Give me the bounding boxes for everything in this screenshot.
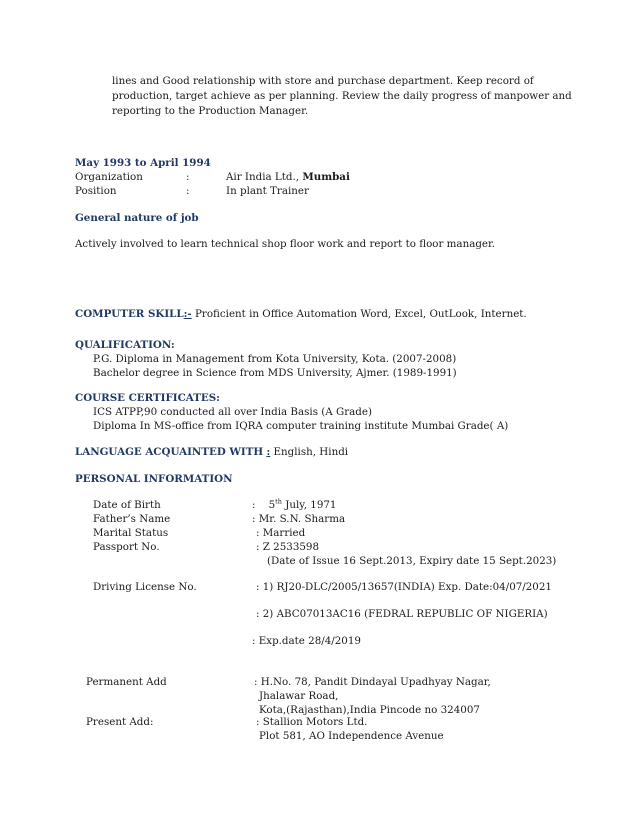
position-colon: : — [186, 185, 190, 197]
permanent-address-line: : H.No. 78, Pandit Dindayal Upadhyay Nagar, — [254, 676, 491, 688]
permanent-address-line: Kota,(Rajasthan),India Pincode no 324007 — [259, 704, 480, 716]
job-nature-heading: General nature of job — [75, 212, 199, 224]
course-item: Diploma In MS-office from IQRA computer training institute Mumbai Grade( A) — [93, 420, 509, 432]
father-label: Father’s Name — [93, 513, 171, 525]
dob-value: : 5th July, 1971 — [252, 497, 337, 511]
computer-skill — [75, 308, 527, 321]
intro-line: production, target achieve as per planning. Review the daily progress of manpower and — [112, 90, 572, 102]
language-text: English, Hindi — [270, 446, 349, 458]
org-city: Mumbai — [302, 171, 350, 183]
qualification-item: Bachelor degree in Science from MDS University, Ajmer. (1989-1991) — [93, 367, 457, 379]
computer-skill-sep: :- — [183, 308, 192, 320]
present-address-label: Present Add: — [86, 716, 154, 728]
computer-skill-text: Proficient in Office Automation Word, Excel, OutLook, Internet. — [191, 308, 527, 320]
course-item: ICS ATPP,90 conducted all over India Basis (A Grade) — [93, 406, 372, 418]
dl-label: Driving License No. — [93, 581, 197, 593]
computer-skill-heading: COMPUTER SKILL — [75, 308, 184, 320]
position-label: Position — [75, 185, 117, 197]
dl-value-1: : 1) RJ20-DLC/2005/13657(INDIA) Exp. Date:04/07/2021 — [256, 581, 552, 593]
org-value: Air India Ltd., Mumbai — [226, 171, 350, 183]
personal-heading: PERSONAL INFORMATION — [75, 473, 233, 485]
dl-exp-date: : Exp.date 28/4/2019 — [252, 635, 361, 647]
org-colon: : — [186, 171, 190, 183]
qualification-heading: QUALIFICATION: — [75, 339, 175, 351]
permanent-address-label: Permanent Add — [86, 676, 167, 688]
present-address-line: Plot 581, AO Independence Avenue — [259, 730, 444, 742]
language — [75, 446, 348, 459]
father-value: : Mr. S.N. Sharma — [252, 513, 346, 525]
intro-line: lines and Good relationship with store and purchase department. Keep record of — [112, 75, 534, 87]
passport-value: : Z 2533598 — [256, 541, 320, 553]
present-address-line: : Stallion Motors Ltd. — [256, 716, 368, 728]
intro-line: reporting to the Production Manager. — [112, 105, 309, 117]
position-value: In plant Trainer — [226, 185, 309, 197]
marital-value: : Married — [256, 527, 306, 539]
dob-label: Date of Birth — [93, 499, 161, 511]
language-sep: : — [266, 446, 271, 458]
passport-dates: (Date of Issue 16 Sept.2013, Expiry date 15 Sept.2023) — [267, 555, 557, 567]
language-heading: LANGUAGE ACQUAINTED WITH — [75, 446, 264, 458]
courses-heading: COURSE CERTIFICATES: — [75, 392, 220, 404]
passport-label: Passport No. — [93, 541, 160, 553]
org-label: Organization — [75, 171, 143, 183]
qualification-item: P.G. Diploma in Management from Kota University, Kota. (2007-2008) — [93, 353, 457, 365]
permanent-address-line: Jhalawar Road, — [259, 690, 339, 702]
dl-value-2: : 2) ABC07013AC16 (FEDRAL REPUBLIC OF NIGERIA) — [256, 608, 548, 620]
marital-label: Marital Status — [93, 527, 169, 539]
job-nature-text: Actively involved to learn technical shop floor work and report to floor manager. — [75, 238, 496, 250]
job-period: May 1993 to April 1994 — [75, 157, 211, 169]
